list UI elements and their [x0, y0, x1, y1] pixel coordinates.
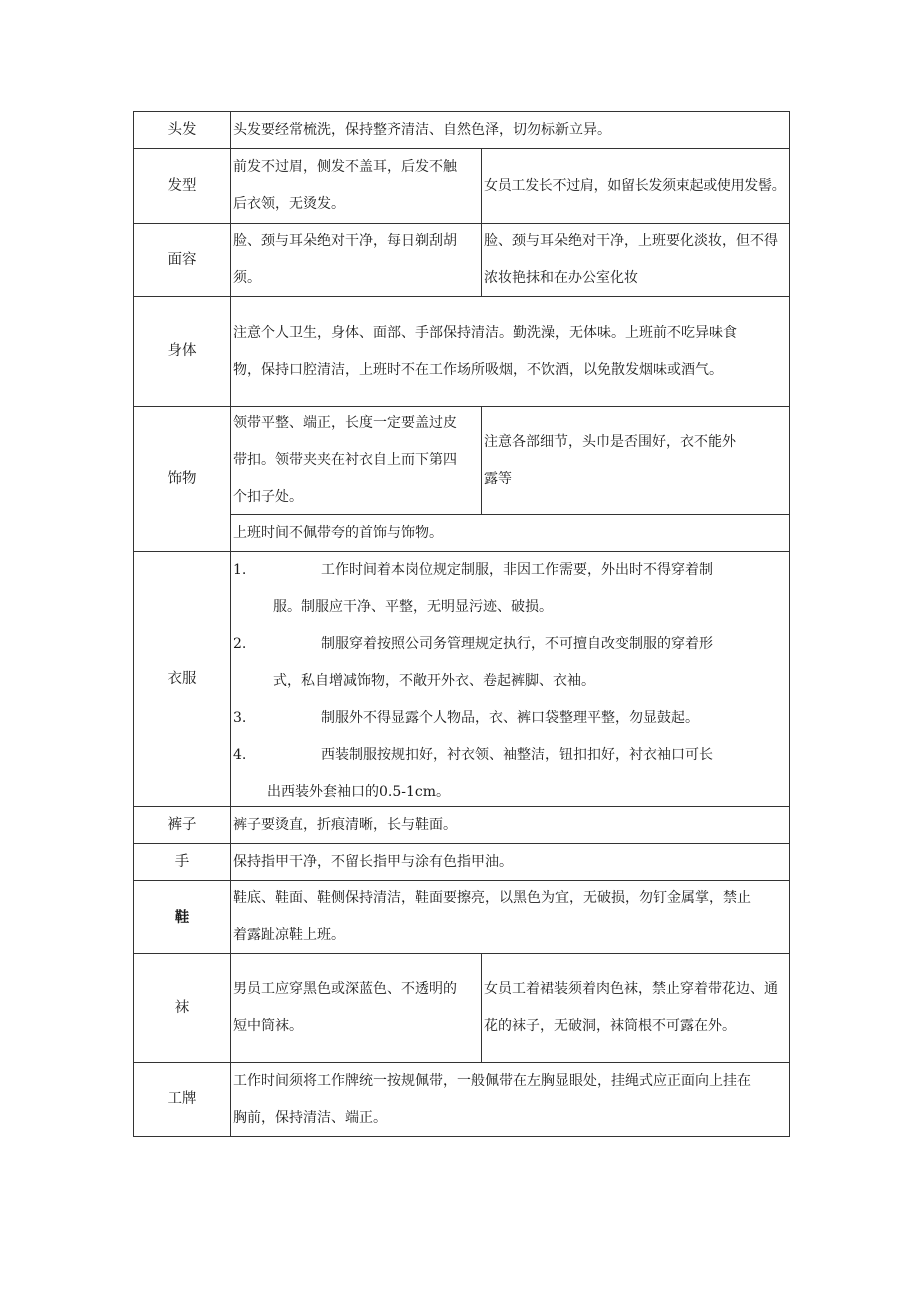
- hair-text: [230, 111, 790, 149]
- clothing-item-1: [233, 552, 789, 589]
- clothing-num: 4.: [233, 747, 247, 763]
- row-label-hair: 头发: [133, 111, 231, 149]
- accessories-male: [230, 406, 482, 515]
- clothing-num: 2.: [233, 636, 247, 652]
- badge-text: [230, 1062, 790, 1137]
- trousers-text: [230, 806, 790, 844]
- clothing-num: 3.: [233, 710, 247, 726]
- row-label-accessories: 饰物: [133, 406, 231, 552]
- accessories-common: [230, 514, 790, 552]
- shoes-text: [230, 880, 790, 954]
- row-label-hairstyle: 发型: [133, 148, 231, 224]
- hands-text: [230, 843, 790, 881]
- accessories-female-line: 注意各部细节，头巾是否围好，衣不能外: [484, 433, 736, 450]
- clothing-item-4: [233, 737, 789, 774]
- trousers-line: 裤子要烫直，折痕清晰，长与鞋面。: [233, 816, 457, 833]
- accessories-male-line: 领带平整、端正，长度一定要盖过皮: [233, 415, 457, 431]
- row-label-face: 面容: [133, 223, 231, 297]
- clothing-num: 1.: [233, 562, 247, 578]
- accessories-male-line: 个扣子处。: [233, 489, 303, 505]
- hairstyle-male-line: 后衣领，无烫发。: [233, 196, 345, 212]
- clothing-line: 工作时间着本岗位规定制服，非因工作需要，外出时不得穿着制: [321, 562, 713, 578]
- socks-male-line: 短中筒袜。: [233, 1018, 303, 1034]
- row-label-badge: 工牌: [133, 1062, 231, 1137]
- body-text: [230, 296, 790, 407]
- row-label-trousers: 裤子: [133, 806, 231, 844]
- dress-code-table: [133, 111, 790, 1137]
- face-male-line: 脸、颈与耳朵绝对干净，每日剃刮胡: [233, 233, 457, 249]
- accessories-female-line: 露等: [484, 470, 512, 487]
- face-female-line: 脸、颈与耳朵绝对干净，上班要化淡妆，但不得: [484, 233, 778, 249]
- face-female: [481, 223, 790, 297]
- clothing-item-2: [233, 626, 789, 663]
- row-label-shoes: 鞋: [133, 880, 231, 954]
- shoes-line: 鞋底、鞋面、鞋侧保持清洁，鞋面要擦亮，以黑色为宜，无破损，勿钉金属掌，禁止: [233, 890, 751, 906]
- face-male-line: 须。: [233, 270, 261, 286]
- clothing-line: 制服穿着按照公司务管理规定执行，不可擅自改变制服的穿着形: [321, 636, 713, 652]
- face-female-line: 浓妆艳抹和在办公室化妆: [484, 270, 638, 286]
- row-label-hands: 手: [133, 843, 231, 881]
- accessories-female: [481, 406, 790, 515]
- hair-line: 头发要经常梳洗，保持整齐清洁、自然色泽，切勿标新立异。: [233, 121, 611, 138]
- shoes-line: 着露趾凉鞋上班。: [233, 927, 345, 943]
- hairstyle-male: [230, 148, 482, 224]
- hands-line: 保持指甲干净，不留长指甲与涂有色指甲油。: [233, 853, 513, 870]
- row-label-clothing: 衣服: [133, 551, 231, 807]
- clothing-text: [230, 551, 790, 807]
- clothing-item-3: [233, 700, 789, 737]
- clothing-line: 式，私自增减饰物，不敞开外衣、卷起裤脚、衣袖。: [273, 673, 595, 689]
- socks-male: [230, 953, 482, 1063]
- clothing-line: 出西装外套袖口的0.5-1cm。: [267, 784, 451, 800]
- socks-male-line: 男员工应穿黑色或深蓝色、不透明的: [233, 981, 457, 997]
- row-label-body: 身体: [133, 296, 231, 407]
- socks-female-line: 女员工着裙装须着肉色袜，禁止穿着带花边、通: [484, 981, 778, 997]
- socks-female: [481, 953, 790, 1063]
- hairstyle-female-line: 女员工发长不过肩，如留长发须束起或使用发髻。: [484, 177, 786, 194]
- row-label-socks: 袜: [133, 953, 231, 1063]
- badge-line: 工作时间须将工作牌统一按规佩带，一般佩带在左胸显眼处，挂绳式应正面向上挂在: [233, 1072, 751, 1089]
- face-male: [230, 223, 482, 297]
- hairstyle-female: [481, 148, 790, 224]
- clothing-line: 制服外不得显露个人物品，衣、裤口袋整理平整，勿显鼓起。: [321, 710, 699, 726]
- clothing-line: 西装制服按规扣好，衬衣领、袖整洁，钮扣扣好，衬衣袖口可长: [321, 747, 713, 763]
- accessories-common-line: 上班时间不佩带夸的首饰与饰物。: [233, 524, 443, 541]
- hairstyle-male-line: 前发不过眉，侧发不盖耳，后发不触: [233, 159, 457, 175]
- clothing-line: 服。制服应干净、平整，无明显污迹、破损。: [273, 599, 553, 615]
- accessories-male-line: 带扣。领带夹夹在衬衣自上而下第四: [233, 452, 457, 468]
- body-line: 物，保持口腔清洁，上班时不在工作场所吸烟，不饮酒，以免散发烟味或酒气。: [233, 361, 723, 378]
- badge-line: 胸前，保持清洁、端正。: [233, 1109, 387, 1126]
- body-line: 注意个人卫生，身体、面部、手部保持清洁。勤洗澡，无体味。上班前不吃异味食: [233, 324, 737, 341]
- socks-female-line: 花的袜子，无破洞，袜筒根不可露在外。: [484, 1018, 736, 1034]
